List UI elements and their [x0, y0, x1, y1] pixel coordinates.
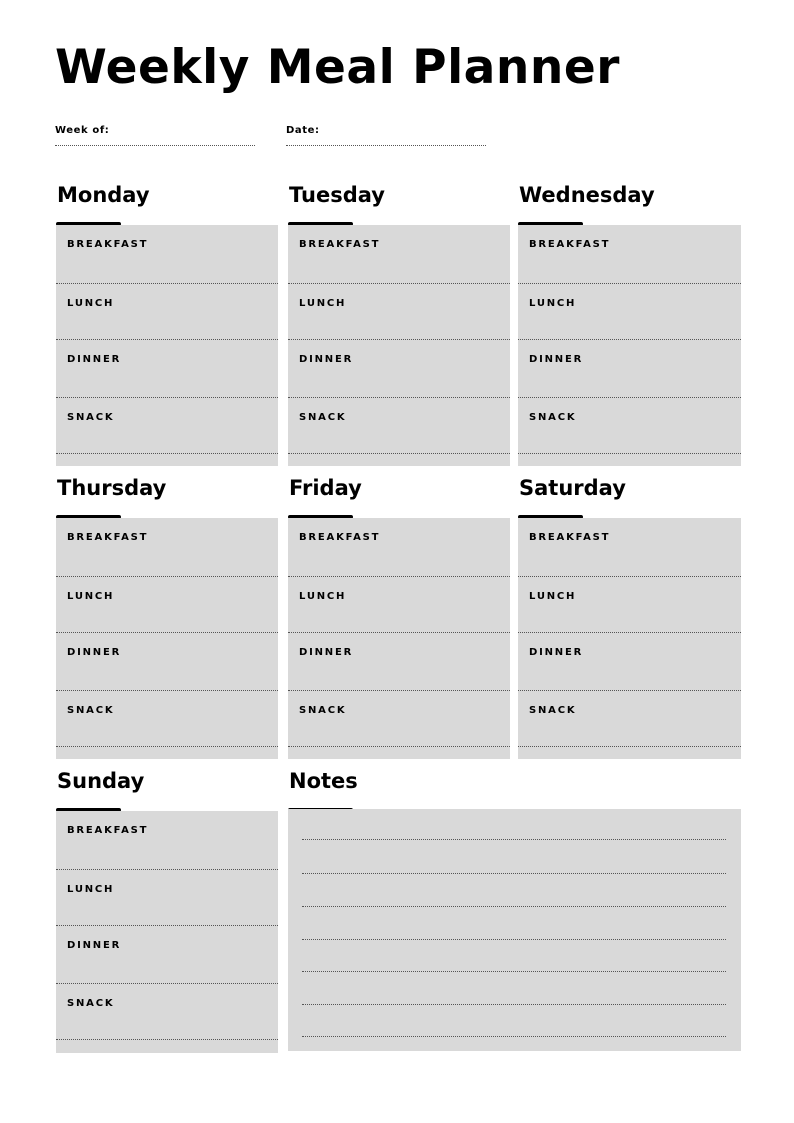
meal-label-dinner: DINNER	[67, 940, 122, 951]
meal-label-snack: SNACK	[67, 998, 115, 1009]
meal-slot-breakfast[interactable]	[518, 225, 741, 284]
week-of-line[interactable]	[55, 145, 255, 146]
meal-slot-breakfast[interactable]	[56, 518, 278, 577]
meal-label-breakfast: BREAKFAST	[529, 239, 611, 250]
meal-slot-snack[interactable]	[56, 984, 278, 1040]
date-label: Date:	[286, 125, 320, 136]
meal-slot-dinner[interactable]	[288, 340, 510, 398]
meal-label-breakfast: BREAKFAST	[299, 532, 381, 543]
meal-slot-snack[interactable]	[56, 691, 278, 747]
notes-title: Notes	[289, 769, 358, 793]
meal-slot-snack[interactable]	[518, 398, 741, 454]
meal-slot-breakfast[interactable]	[56, 811, 278, 870]
meal-label-breakfast: BREAKFAST	[67, 532, 149, 543]
day-meal-panel	[518, 225, 741, 466]
day-title-tuesday: Tuesday	[289, 183, 385, 207]
day-title-sunday: Sunday	[57, 769, 145, 793]
day-meal-panel	[288, 518, 510, 759]
meal-label-snack: SNACK	[67, 705, 115, 716]
meal-slot-dinner[interactable]	[56, 926, 278, 984]
day-title-thursday: Thursday	[57, 476, 167, 500]
meal-slot-lunch[interactable]	[56, 284, 278, 340]
meal-label-lunch: LUNCH	[529, 298, 577, 309]
note-line[interactable]	[302, 906, 726, 907]
meal-label-snack: SNACK	[299, 412, 347, 423]
day-meal-panel	[56, 518, 278, 759]
note-line[interactable]	[302, 1004, 726, 1005]
meal-slot-dinner[interactable]	[518, 340, 741, 398]
meal-label-lunch: LUNCH	[299, 298, 347, 309]
meal-slot-lunch[interactable]	[518, 284, 741, 340]
meal-label-breakfast: BREAKFAST	[529, 532, 611, 543]
meal-slot-lunch[interactable]	[288, 577, 510, 633]
note-line[interactable]	[302, 873, 726, 874]
meal-label-breakfast: BREAKFAST	[67, 825, 149, 836]
meal-slot-lunch[interactable]	[518, 577, 741, 633]
meal-slot-breakfast[interactable]	[518, 518, 741, 577]
week-of-field[interactable]	[55, 125, 255, 146]
day-meal-panel	[288, 225, 510, 466]
day-meal-panel	[56, 225, 278, 466]
meal-label-lunch: LUNCH	[529, 591, 577, 602]
meal-slot-dinner[interactable]	[288, 633, 510, 691]
meal-label-breakfast: BREAKFAST	[67, 239, 149, 250]
week-of-label: Week of:	[55, 125, 110, 136]
meal-label-lunch: LUNCH	[67, 591, 115, 602]
meal-label-dinner: DINNER	[67, 647, 122, 658]
note-line[interactable]	[302, 839, 726, 840]
meal-label-lunch: LUNCH	[299, 591, 347, 602]
meal-slot-snack[interactable]	[56, 398, 278, 454]
day-meal-panel	[56, 811, 278, 1053]
day-title-monday: Monday	[57, 183, 150, 207]
meal-slot-lunch[interactable]	[56, 577, 278, 633]
meal-slot-breakfast[interactable]	[288, 225, 510, 284]
meal-label-breakfast: BREAKFAST	[299, 239, 381, 250]
meal-label-snack: SNACK	[529, 705, 577, 716]
meal-label-dinner: DINNER	[299, 354, 354, 365]
day-title-saturday: Saturday	[519, 476, 626, 500]
note-line[interactable]	[302, 971, 726, 972]
meal-slot-dinner[interactable]	[518, 633, 741, 691]
meal-label-snack: SNACK	[67, 412, 115, 423]
meal-label-snack: SNACK	[299, 705, 347, 716]
meal-label-lunch: LUNCH	[67, 298, 115, 309]
page-title: Weekly Meal Planner	[55, 40, 620, 95]
day-title-wednesday: Wednesday	[519, 183, 655, 207]
day-title-friday: Friday	[289, 476, 362, 500]
meal-label-lunch: LUNCH	[67, 884, 115, 895]
meal-slot-breakfast[interactable]	[56, 225, 278, 284]
meal-slot-dinner[interactable]	[56, 340, 278, 398]
meal-label-dinner: DINNER	[529, 354, 584, 365]
date-field[interactable]	[286, 125, 486, 146]
meal-slot-lunch[interactable]	[288, 284, 510, 340]
meal-label-dinner: DINNER	[67, 354, 122, 365]
meal-label-dinner: DINNER	[299, 647, 354, 658]
note-line[interactable]	[302, 939, 726, 940]
note-line[interactable]	[302, 1036, 726, 1037]
meal-slot-dinner[interactable]	[56, 633, 278, 691]
notes-panel[interactable]	[288, 809, 741, 1051]
meal-slot-snack[interactable]	[288, 691, 510, 747]
meal-slot-lunch[interactable]	[56, 870, 278, 926]
date-line[interactable]	[286, 145, 486, 146]
meal-slot-breakfast[interactable]	[288, 518, 510, 577]
meal-label-dinner: DINNER	[529, 647, 584, 658]
meal-slot-snack[interactable]	[288, 398, 510, 454]
meal-slot-snack[interactable]	[518, 691, 741, 747]
meal-label-snack: SNACK	[529, 412, 577, 423]
day-meal-panel	[518, 518, 741, 759]
